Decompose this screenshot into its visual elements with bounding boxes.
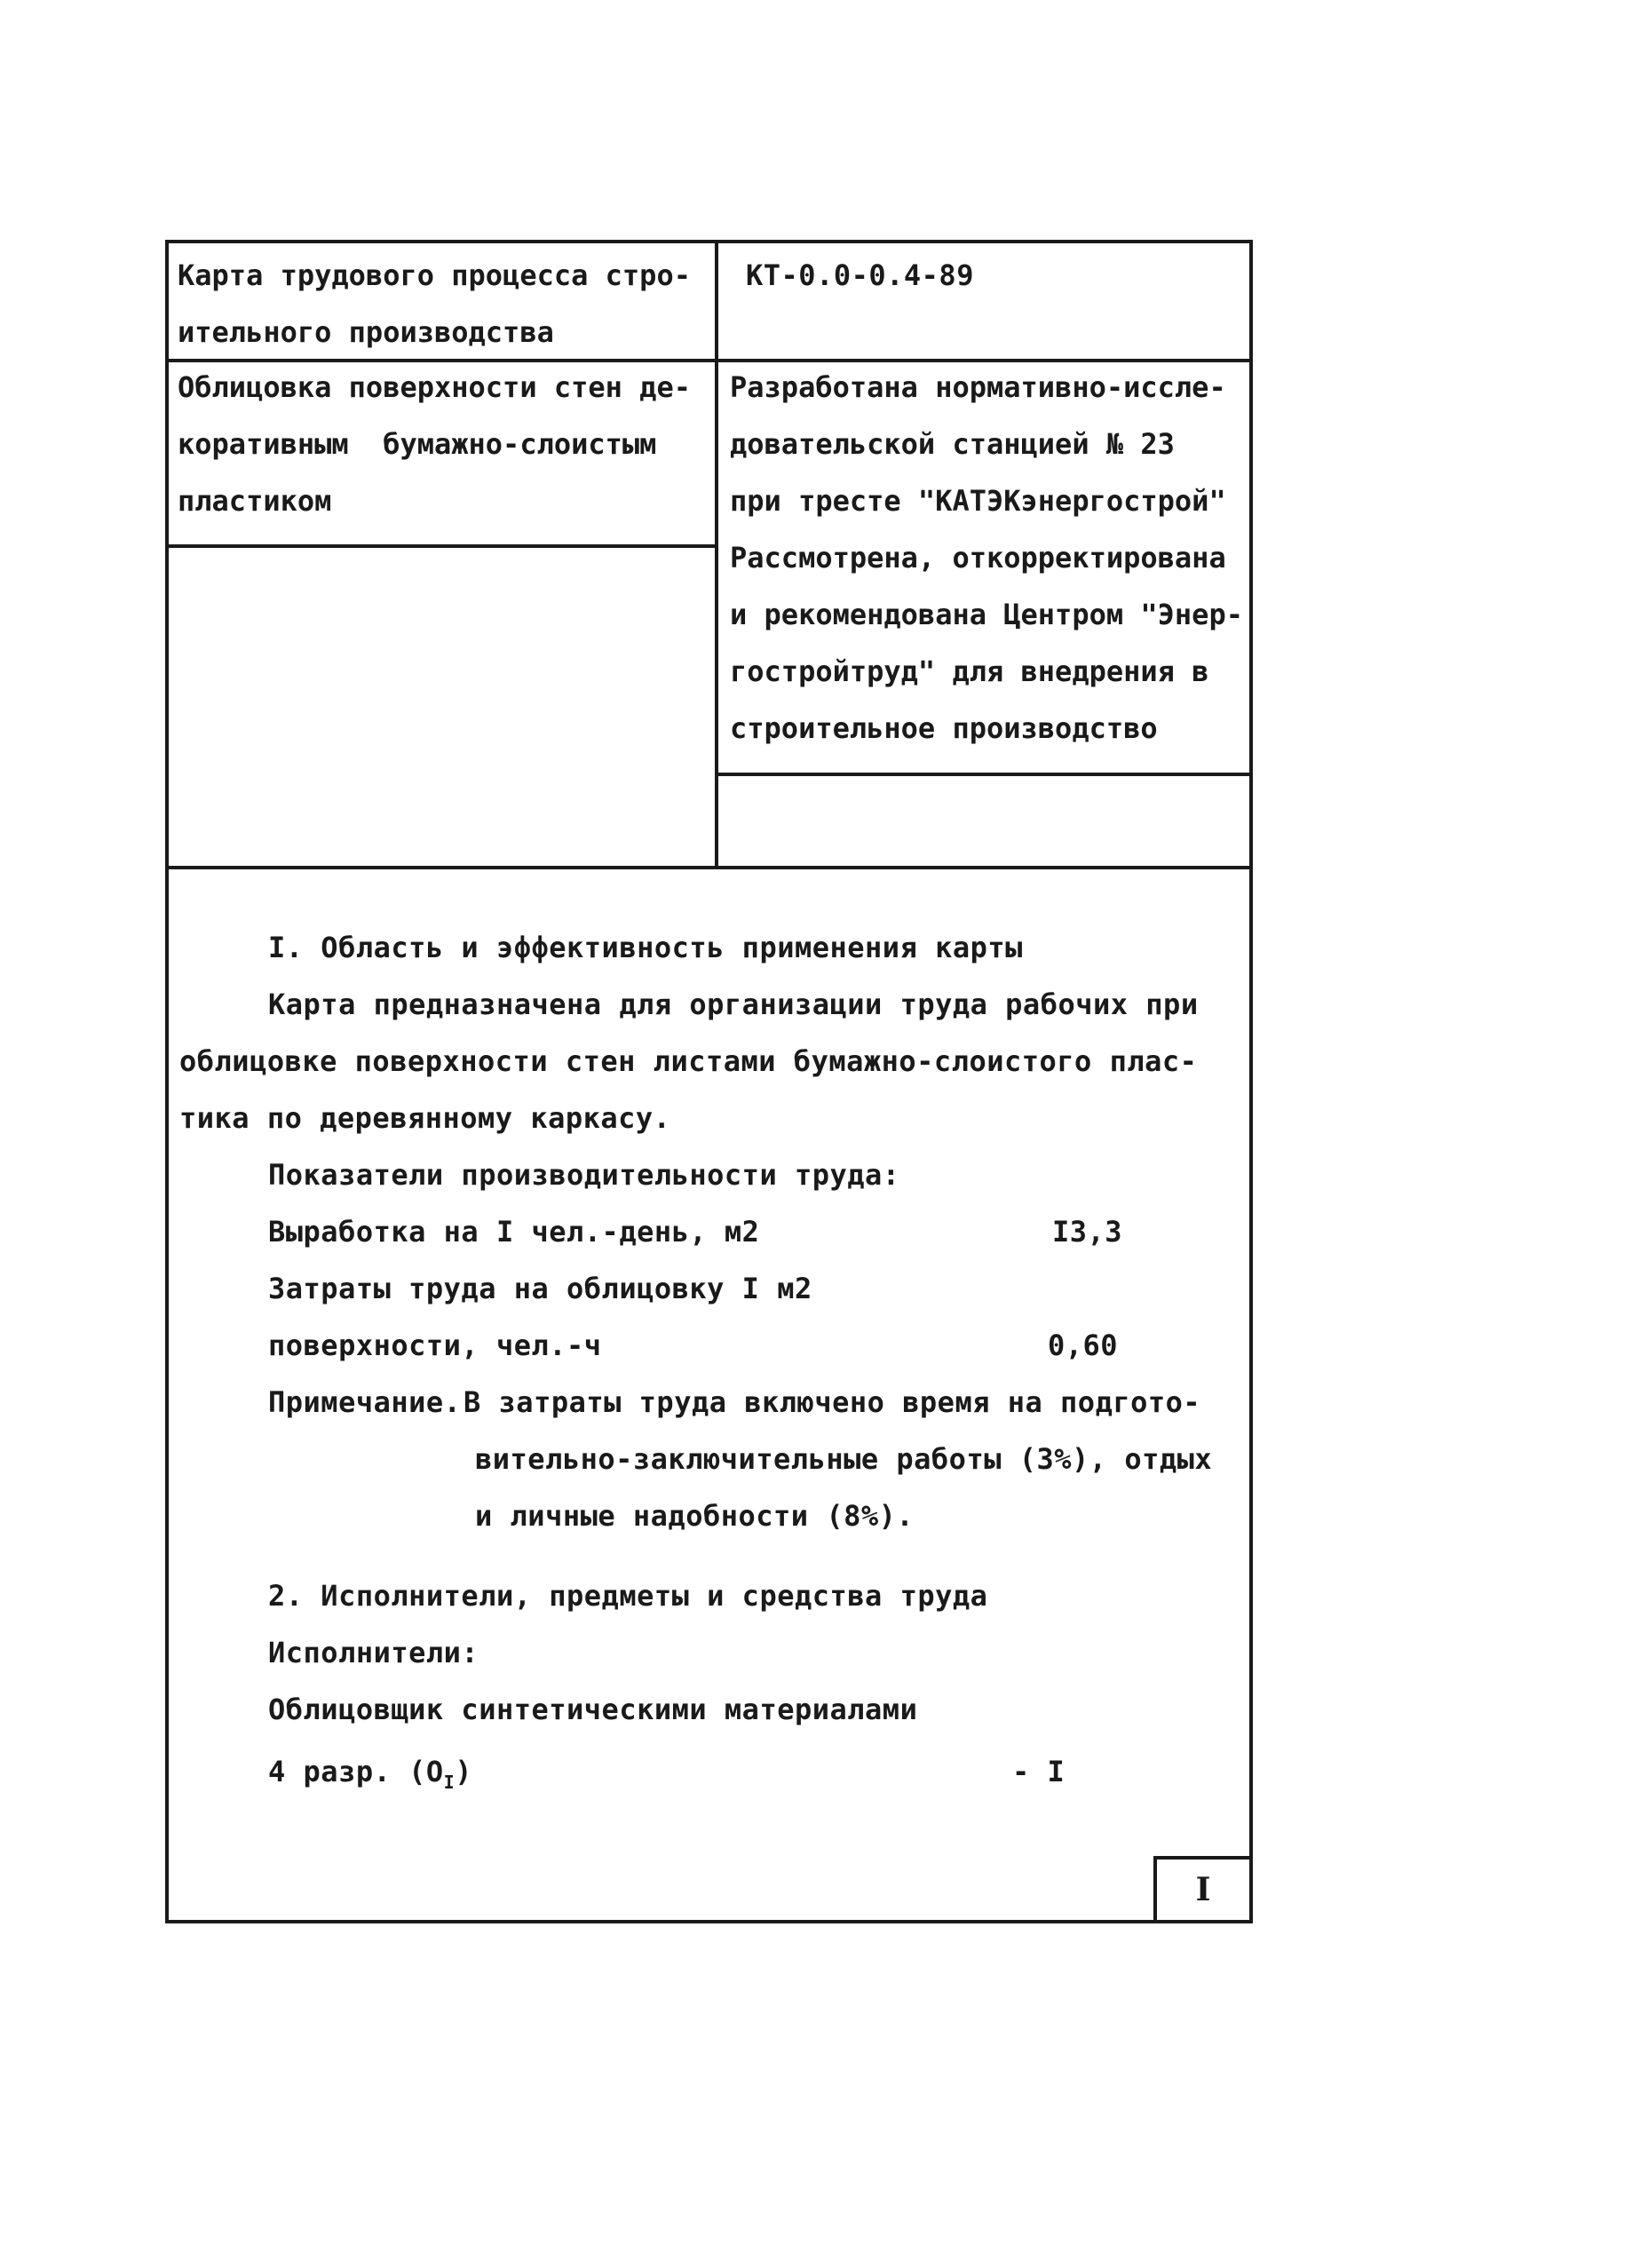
work-title-line: Облицовка поверхности стен де-: [178, 370, 691, 404]
page-number: I: [1195, 1871, 1211, 1908]
developer-line: строительное производство: [730, 711, 1158, 745]
section1-heading: I. Область и эффективность применения карты: [268, 931, 1023, 964]
performer-grade-text: 4 разр. (О: [268, 1755, 444, 1788]
card-title-line: ительного производства: [178, 315, 554, 349]
developer-line: и рекомендована Центром "Энер-: [730, 598, 1243, 631]
performer-grade-subscript: I: [443, 1772, 456, 1793]
note-line: вительно-заключительные работы (3%), отдых: [475, 1442, 1213, 1476]
card-title-line: Карта трудового процесса стро-: [178, 258, 691, 292]
section1-intro-line: Карта предназначена для организации труда рабочих при: [268, 987, 1199, 1021]
section1-intro-line: облицовке поверхности стен листами бумажно-слоистого плас-: [179, 1044, 1198, 1078]
developer-line: гостройтруд" для внедрения в: [730, 654, 1209, 688]
note-label: Примечание.: [268, 1385, 462, 1419]
section2-heading: 2. Исполнители, предметы и средства труда: [268, 1579, 988, 1613]
section1-intro-line: тика по деревянному каркасу.: [179, 1101, 671, 1135]
page-number-box: [1153, 1856, 1253, 1923]
note-line: и личные надобности (8%).: [475, 1499, 915, 1533]
header-bottom-border: [165, 866, 1253, 869]
work-title-line: пластиком: [178, 484, 332, 518]
performer-count: - I: [1012, 1755, 1066, 1788]
performer-grade: [268, 1743, 472, 1811]
labor-value: 0,60: [1048, 1328, 1119, 1362]
document-code: КТ-0.0-0.4-89: [746, 258, 974, 292]
output-value: I3,3: [1052, 1215, 1123, 1249]
developer-info: [730, 359, 1243, 757]
developer-line: Рассмотрена, откорректирована: [730, 541, 1226, 575]
labor-label: Затраты труда на облицовку I м2: [268, 1272, 812, 1305]
developer-line: довательской станцией № 23: [730, 427, 1175, 461]
developer-line: при тресте "КАТЭКэнергострой": [730, 484, 1226, 518]
work-title-line: коративным бумажно-слоистым: [178, 427, 657, 461]
labor-label: поверхности, чел.-ч: [268, 1328, 602, 1362]
header-divider-right-row2: [715, 773, 1253, 776]
header-divider-left-row2: [165, 544, 715, 548]
output-label: Выработка на I чел.-день, м2: [268, 1215, 760, 1249]
work-title: [178, 359, 691, 529]
note-line: В затраты труда включено время на подгото-: [463, 1385, 1201, 1419]
indicators-label: Показатели производительности труда:: [268, 1158, 900, 1192]
performer-role: Облицовщик синтетическими материалами: [268, 1693, 918, 1726]
developer-line: Разработана нормативно-иссле-: [730, 370, 1226, 404]
performer-grade-close: ): [455, 1755, 472, 1788]
performers-label: Исполнители:: [268, 1636, 479, 1669]
card-title: [178, 247, 691, 361]
